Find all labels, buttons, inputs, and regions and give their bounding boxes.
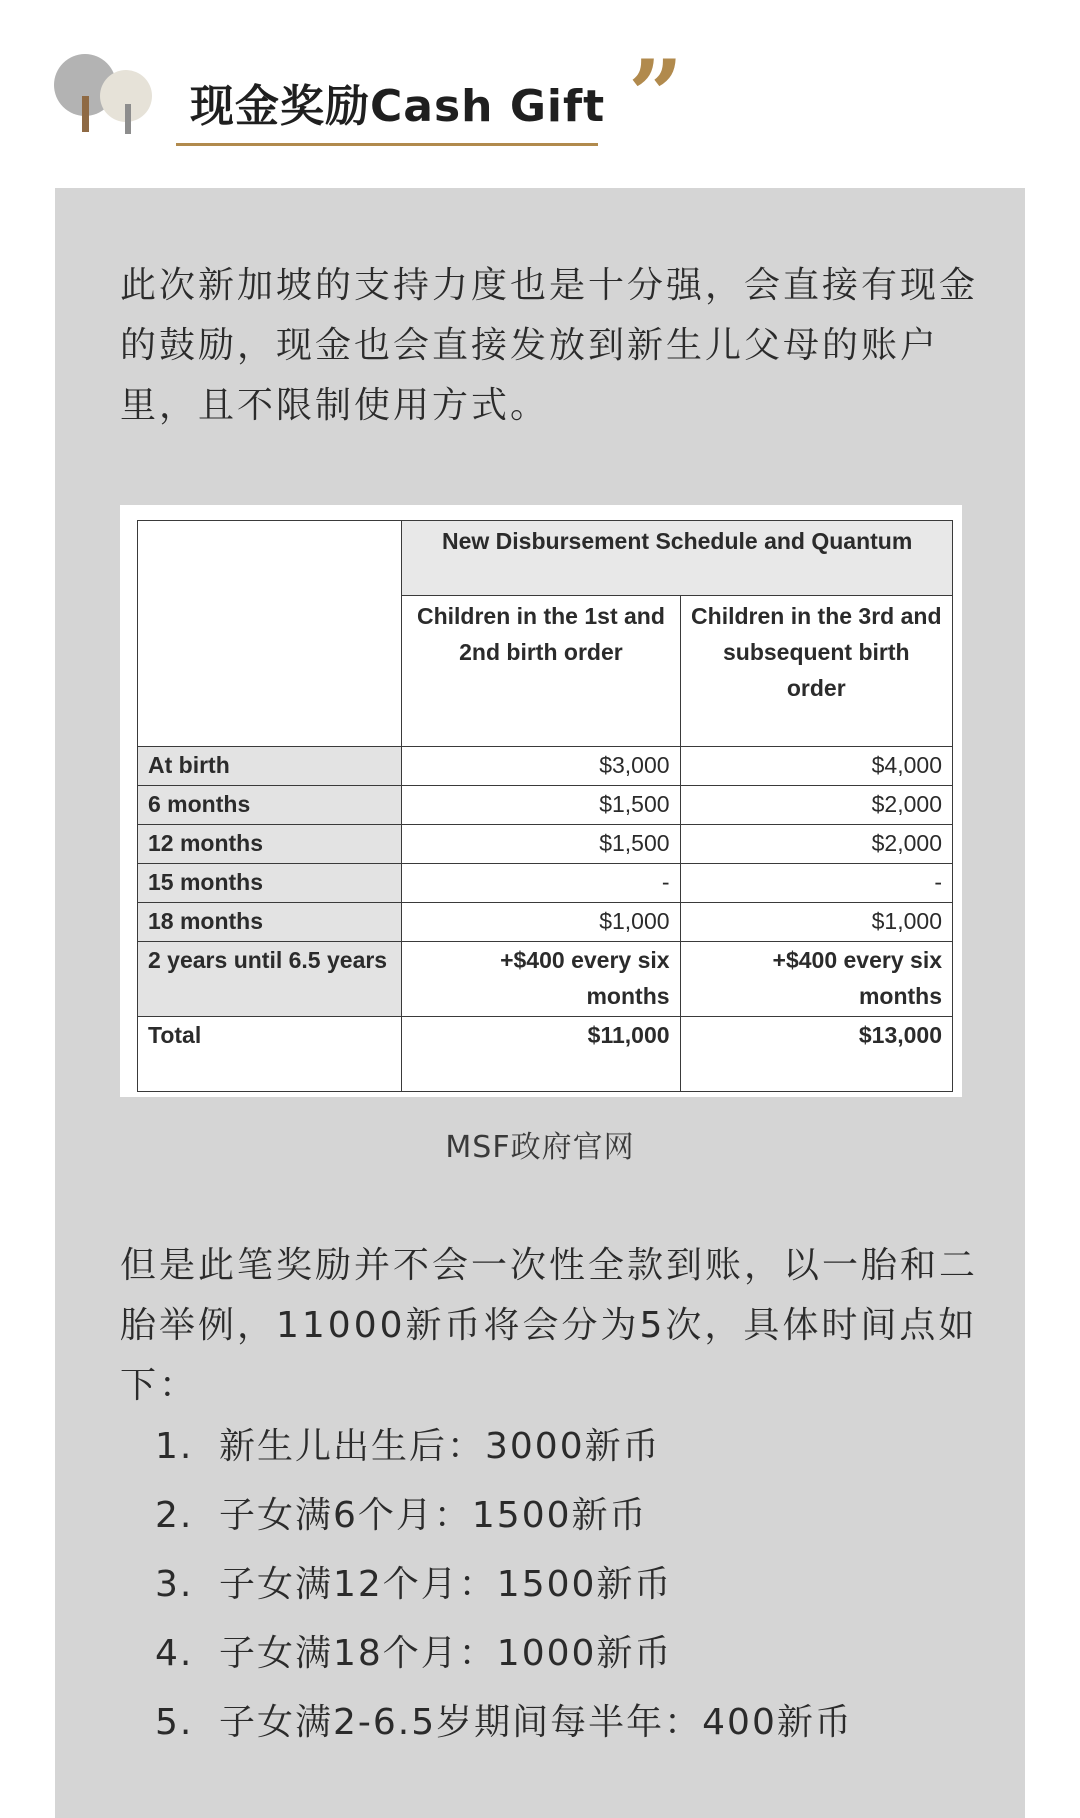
- row-label: 2 years until 6.5 years: [138, 942, 402, 1017]
- cell-value: $1,000: [402, 903, 680, 942]
- list-number: 1.: [155, 1426, 194, 1467]
- table-row: [138, 825, 953, 864]
- cell-value: $13,000: [680, 1017, 952, 1092]
- payment-steps-list: [155, 1418, 853, 1763]
- list-number: 4.: [155, 1633, 194, 1674]
- list-text: 子女满6个月：1500新币: [219, 1495, 648, 1536]
- table-group-header: New Disbursement Schedule and Quantum: [402, 521, 953, 596]
- table-row: [138, 903, 953, 942]
- table-row: [138, 747, 953, 786]
- cell-value: -: [680, 864, 952, 903]
- intro-paragraph: 此次新加坡的支持力度也是十分强，会直接有现金的鼓励，现金也会直接发放到新生儿父母的账户里，且不限制使用方式。: [120, 265, 979, 426]
- decorative-bar-icon: [82, 96, 89, 132]
- title-underline: [176, 143, 598, 146]
- list-number: 2.: [155, 1495, 194, 1536]
- cell-value: $2,000: [680, 825, 952, 864]
- list-text: 子女满18个月：1000新币: [219, 1633, 673, 1674]
- list-item: [155, 1418, 853, 1487]
- disbursement-table: [137, 520, 953, 1092]
- table-total-row: [138, 1017, 953, 1092]
- list-number: 5.: [155, 1702, 194, 1743]
- cell-value: $3,000: [402, 747, 680, 786]
- list-item: [155, 1625, 853, 1694]
- table-row: [138, 864, 953, 903]
- section-title: 现金奖励Cash Gift: [190, 81, 606, 132]
- cell-value: -: [402, 864, 680, 903]
- decorative-bar-icon: [125, 104, 131, 134]
- list-text: 子女满2-6.5岁期间每半年：400新币: [219, 1702, 853, 1743]
- table-row: [138, 786, 953, 825]
- row-label: 12 months: [138, 825, 402, 864]
- section-header: [0, 0, 1080, 160]
- table-col-header: Children in the 1st and 2nd birth order: [402, 596, 680, 747]
- row-label: 6 months: [138, 786, 402, 825]
- cell-value: +$400 every six months: [680, 942, 952, 1017]
- content-panel: [55, 188, 1025, 1818]
- list-item: [155, 1487, 853, 1556]
- list-item: [155, 1556, 853, 1625]
- list-number: 3.: [155, 1564, 194, 1605]
- cell-value: $4,000: [680, 747, 952, 786]
- cell-value: $1,500: [402, 825, 680, 864]
- row-label: At birth: [138, 747, 402, 786]
- disbursement-table-image: [120, 505, 962, 1097]
- followup-paragraph: 但是此笔奖励并不会一次性全款到账，以一胎和二胎举例，11000新币将会分为5次，具体时间点如下：: [120, 1245, 979, 1406]
- cell-value: $2,000: [680, 786, 952, 825]
- image-caption: MSF政府官网: [445, 1130, 635, 1165]
- list-item: [155, 1694, 853, 1763]
- cell-value: $1,000: [680, 903, 952, 942]
- cell-value: +$400 every six months: [402, 942, 680, 1017]
- quote-mark-icon: ”: [628, 39, 684, 152]
- list-text: 新生儿出生后：3000新币: [219, 1426, 661, 1467]
- cell-value: $11,000: [402, 1017, 680, 1092]
- table-corner-cell: [138, 521, 402, 747]
- list-text: 子女满12个月：1500新币: [219, 1564, 673, 1605]
- row-label: Total: [138, 1017, 402, 1092]
- cell-value: $1,500: [402, 786, 680, 825]
- row-label: 18 months: [138, 903, 402, 942]
- table-col-header: Children in the 3rd and subsequent birth order: [680, 596, 952, 747]
- table-row: [138, 942, 953, 1017]
- row-label: 15 months: [138, 864, 402, 903]
